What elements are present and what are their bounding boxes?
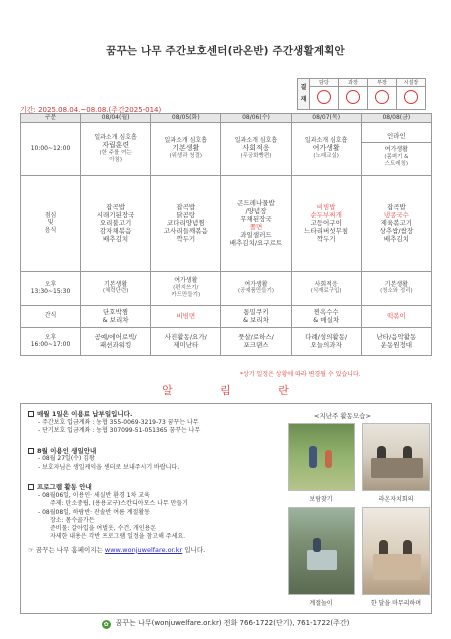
cell-line: & 매실차 — [313, 316, 340, 324]
schedule-cell — [81, 175, 151, 271]
row-label: 오후 16:00~17:00 — [21, 327, 81, 355]
cell-line: (무궁화빵편) — [240, 153, 272, 160]
cell-line: 여가생활 — [312, 144, 340, 153]
photo-caption: 보람찾기 — [309, 496, 333, 503]
schedule-cell — [361, 122, 431, 175]
photo-caption: 한 달을 마무리하며 — [370, 600, 422, 607]
cell-line: 감자채볶음 — [99, 227, 132, 236]
cell-line: 고등어구이 — [310, 218, 342, 227]
notice-section-title: 8월 이용인 생일안내 — [28, 447, 278, 456]
cell-line: 상추쌈/쌈장 — [379, 227, 414, 236]
cell-line: & 보리차 — [242, 316, 269, 324]
cell-line: 깍두기 — [176, 235, 196, 244]
notice-section-title: 매월 1일은 이용료 납부일입니다. — [28, 410, 278, 419]
notice-heading: 알 림 란 — [162, 384, 311, 397]
cell-line: 냉콩국수 — [383, 210, 409, 219]
cell-line: 떡볶이 — [386, 311, 406, 320]
cell-line: 잡곡밥 — [386, 202, 406, 211]
photo-caption: 계절놀이 — [309, 600, 333, 607]
notice-line: 주제: 탄소중립, (용용교구)스칸디아모스 나무 만들기 — [50, 500, 188, 508]
schedule-cell — [291, 271, 361, 305]
cell-line: (몸펴기 & — [384, 153, 409, 160]
cell-line: 단호박찜 — [103, 307, 129, 316]
cell-line: 배추김치/요구르트 — [229, 239, 283, 248]
notice-line: 장소: 몸수골가든 — [50, 516, 95, 524]
schedule-cell — [221, 327, 291, 355]
checkbox-square-icon — [28, 448, 34, 454]
cell-line: 자립훈련 — [102, 141, 130, 149]
cell-line: 풋살/로하스/ — [238, 332, 274, 341]
approval-sign-cell — [339, 87, 368, 110]
cell-line: 일과소개 심호흡 — [94, 133, 137, 141]
notice-box — [20, 403, 432, 614]
notice-line: 준비물: 갈아입을 여벌옷, 수건, 개인용돈 — [50, 525, 157, 533]
cell-line: 일과소개 심호흡 — [304, 136, 348, 144]
day-header: 08/08(금) — [361, 114, 431, 123]
cell-line: 패션과워킹 — [99, 341, 132, 349]
schedule-cell — [151, 327, 221, 355]
cell-line: 쫄면 — [249, 223, 263, 231]
cell-line: 아침) — [109, 156, 122, 163]
cell-line: & 보리차 — [102, 316, 129, 324]
schedule-note: *상기 일정은 상황에 따라 변경될 수 있습니다. — [240, 371, 361, 378]
schedule-cell — [81, 327, 151, 355]
cell-line: 순두부찌개 — [310, 210, 342, 219]
schedule-header-label: 구분 — [21, 114, 81, 123]
notice-list — [28, 410, 278, 555]
schedule-cell — [361, 327, 431, 355]
schedule-cell — [81, 305, 151, 327]
approval-table — [297, 78, 426, 110]
notice-line: - 보호자님은 생일케익을 센터로 보내주시기 바랍니다. — [38, 463, 180, 471]
activity-photo — [288, 507, 355, 595]
day-header: 08/06(수) — [221, 114, 291, 123]
day-header: 08/04(월) — [81, 114, 151, 123]
cell-line: (청소와 정리) — [380, 288, 413, 295]
cell-line: 기본생활 — [172, 144, 200, 153]
schedule-cell — [361, 271, 431, 305]
cell-line: 비빔밥 — [316, 202, 336, 211]
cell-line: 비빔면 — [176, 311, 196, 320]
cell-line: 다례/성의활동/ — [305, 332, 348, 341]
cell-tag: 인라인 — [362, 129, 431, 143]
cell-line: 제미난타 — [173, 341, 199, 349]
cell-line: 운동원정대 — [380, 341, 413, 349]
approval-header: 시설장 — [397, 79, 426, 87]
schedule-cell — [81, 271, 151, 305]
schedule-cell — [361, 305, 431, 327]
cell-line: 여가생활 — [174, 277, 198, 285]
cell-line: 포크댄스 — [243, 341, 269, 349]
cell-line: (편지쓰기/ — [173, 284, 199, 291]
cell-line: 느타리버섯무침 — [304, 227, 349, 236]
schedule-cell — [291, 327, 361, 355]
schedule-cell — [291, 175, 361, 271]
notice-line: - 08월 27일(수) 김왕 — [38, 455, 95, 463]
schedule-cell — [151, 122, 221, 175]
leaf-icon: ✿ — [103, 621, 109, 628]
schedule-row — [21, 175, 432, 271]
stamp-icon — [404, 90, 418, 104]
schedule-cell — [221, 271, 291, 305]
footer-text: 꿈꾸는 나무(wonjuwelfare.or.kr) 전화 766-1722(단기), 761-1722(주간) — [115, 619, 350, 627]
approval-side-label: 결재 — [298, 79, 310, 110]
schedule-cell — [151, 271, 221, 305]
page-title: 꿈꾸는 나무 주간보호센터(라온반) 주간생활계획안 — [106, 45, 345, 57]
schedule-row — [21, 271, 432, 305]
cell-line: 코다리양념찜 — [166, 218, 205, 227]
checkbox-square-icon — [28, 484, 34, 490]
photo-caption: 라온자치회의 — [378, 496, 414, 503]
cell-line: 잡곡밥 — [176, 202, 196, 211]
row-label: 오후 13:30~15:30 — [21, 271, 81, 305]
cell-line: 배추김치 — [383, 235, 409, 244]
cell-line: 무채된장국 — [240, 214, 272, 223]
schedule-table — [20, 113, 432, 356]
cell-line: 시래기된장국 — [96, 210, 135, 219]
activity-photo — [362, 423, 430, 491]
cell-line: 여가생활 — [384, 146, 408, 154]
cell-line: 사회적응 — [242, 144, 270, 153]
photos-heading: <지난주 활동모습> — [314, 412, 371, 420]
cell-line: 찐옥수수 — [313, 307, 339, 316]
row-label: 간식 — [21, 305, 81, 327]
cell-line: 곤드레나물밥 — [237, 198, 275, 207]
cell-line: 깍두기 — [316, 235, 336, 244]
cell-line: 기본생활 — [384, 280, 408, 288]
schedule-cell — [151, 175, 221, 271]
schedule-row — [21, 327, 432, 355]
period-label: 기간: 2025.08.04.~08.08.(주간2025-014) — [20, 106, 162, 114]
cell-line: 고사리들깨볶음 — [163, 227, 208, 236]
stamp-icon — [375, 90, 389, 104]
day-header: 08/05(화) — [151, 114, 221, 123]
schedule-cell — [221, 122, 291, 175]
schedule-cell — [81, 122, 151, 175]
approval-header: 과장 — [339, 79, 368, 87]
cell-line: 통밀쿠키 — [243, 307, 269, 316]
activity-photo — [288, 423, 355, 491]
cell-line: 오늘의과자 — [310, 341, 342, 349]
schedule-row — [21, 305, 432, 327]
notice-line: - 08월08일, 하람반· 잔솔반 여름 계절활동 — [38, 508, 150, 516]
approval-sign-cell — [310, 87, 339, 110]
cell-line: 사진활동/요가/ — [164, 332, 207, 341]
approval-header: 담당 — [310, 79, 339, 87]
approval-header: 부장 — [368, 79, 397, 87]
cell-line: 난타/음악활동 — [376, 332, 417, 341]
notice-line: - 주간보호 입금계좌 : 농협 355-0069-3219-73 꿈꾸는 나무 — [38, 418, 199, 426]
approval-sign-cell — [368, 87, 397, 110]
schedule-cell — [151, 305, 221, 327]
notice-section-title: 프로그램 활동 안내 — [28, 483, 278, 492]
cell-line: 사회적응 — [314, 280, 338, 288]
notice-line: - 단기보호 입금계좌 : 농협 307099-51-051365 꿈꾸는 나무 — [38, 427, 201, 435]
cell-line: /양념장 — [245, 206, 267, 215]
notice-line: 자세한 내용은 각반 프로그램 일정을 참고해 주세요. — [50, 533, 186, 541]
stamp-icon — [346, 90, 360, 104]
row-label: 점심 및 음식 — [21, 175, 81, 271]
cell-line: (체력단련) — [102, 288, 129, 295]
schedule-cell — [291, 305, 361, 327]
homepage-line: ☞ 꿈꾸는 나무 홈페이지는 www.wonjuwelfare.or.kr 입니다. — [28, 545, 206, 554]
schedule-cell — [221, 305, 291, 327]
cell-line: (식재료구입) — [310, 288, 342, 295]
cell-line: 오리불고기 — [99, 218, 132, 227]
notice-line: - 08월06일, 이용인· 세실반 환경 1차 교육 — [38, 491, 150, 499]
activity-photo — [362, 507, 430, 595]
cell-line: 잡곡밥 — [106, 202, 126, 211]
cell-line: 일과소개 심호흡 — [164, 136, 208, 144]
schedule-cell — [221, 175, 291, 271]
cell-line: (공예품만들기) — [237, 288, 275, 295]
row-label: 10:00~12:00 — [21, 122, 81, 175]
schedule-cell — [361, 175, 431, 271]
schedule-row — [21, 122, 432, 175]
cell-line: (한 주를 여는 — [99, 149, 132, 156]
cell-line: 카드만들기) — [171, 291, 201, 298]
cell-line: 여가생활 — [244, 280, 268, 288]
cell-line: (위생과 청결) — [169, 153, 203, 160]
schedule-cell — [291, 122, 361, 175]
cell-line: 제육볶고기 — [380, 218, 413, 227]
day-header: 08/07(목) — [291, 114, 361, 123]
cell-line: (노래교실) — [313, 153, 339, 160]
cell-line: 스트레칭) — [384, 160, 409, 167]
cell-line: 과일샐러드 — [240, 231, 272, 240]
homepage-link[interactable]: www.wonjuwelfare.or.kr — [104, 545, 183, 554]
stamp-icon — [317, 90, 331, 104]
checkbox-square-icon — [28, 411, 34, 417]
cell-line: 배추김치 — [103, 235, 129, 244]
approval-sign-cell — [397, 87, 426, 110]
footer — [0, 618, 451, 629]
cell-line: 닭곰탕 — [176, 210, 196, 219]
cell-line: 기본생활 — [104, 280, 128, 288]
cell-line: 일과소개 심호흡 — [234, 136, 278, 144]
cell-line: 공예/에어로빅/ — [94, 332, 137, 341]
